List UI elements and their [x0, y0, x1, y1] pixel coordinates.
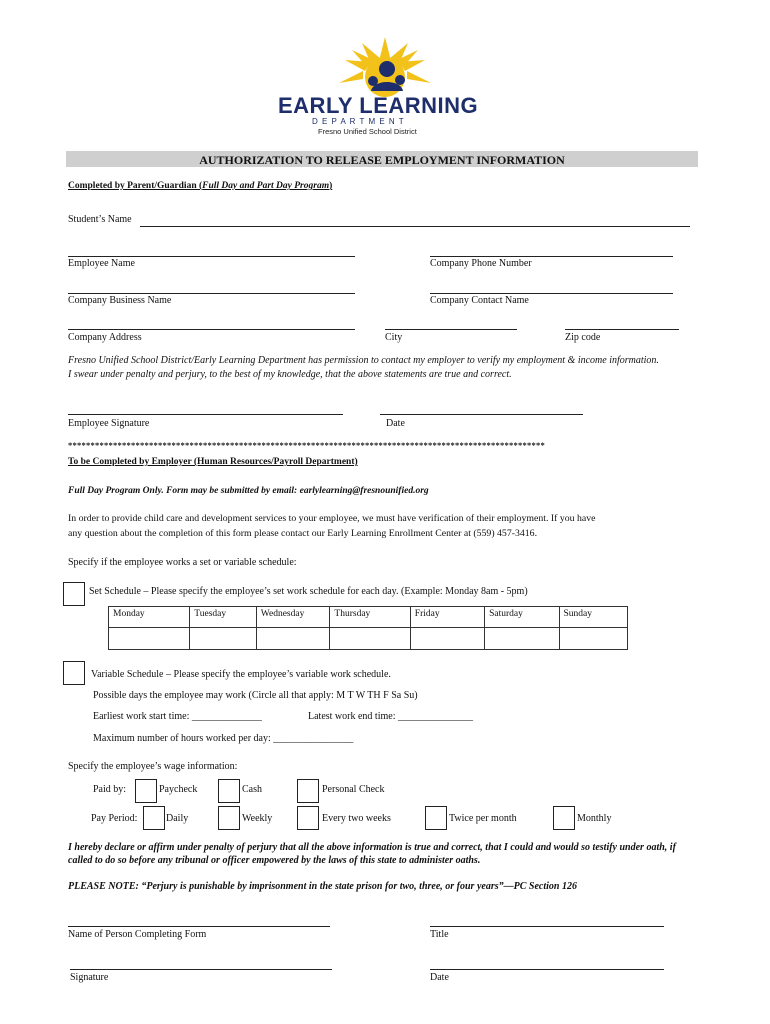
day-header-sunday: Sunday [559, 607, 628, 628]
star-divider: ********************************************************************************************************** [68, 440, 545, 450]
employee-signature-label: Employee Signature [68, 418, 150, 429]
day-header-friday: Friday [410, 607, 484, 628]
set-schedule-label: Set Schedule – Please specify the employee’s set work schedule for each day. (Example: Monday 8am - 5pm) [89, 586, 528, 597]
declaration-text-2: called to do so before any tribunal or officer empowered by the laws of this state to administer oaths. [68, 855, 481, 866]
declaration-text-1: I hereby declare or affirm under penalty of perjury that all the above information is true and correct, that I could and would so testify under oath, if [68, 842, 676, 853]
logo-title: EARLY LEARNING [278, 93, 479, 118]
weekly-checkbox[interactable] [218, 806, 240, 830]
every-two-weeks-label: Every two weeks [322, 813, 391, 824]
possible-days-text: Possible days the employee may work (Circle all that apply: M T W TH F Sa Su) [93, 690, 418, 701]
section1-heading: Completed by Parent/Guardian (Full Day and Part Day Program) [68, 181, 333, 191]
twice-per-month-label: Twice per month [449, 813, 517, 824]
pay-period-label: Pay Period: [91, 813, 138, 824]
company-phone-label: Company Phone Number [430, 258, 532, 269]
set-schedule-checkbox[interactable] [63, 582, 85, 606]
company-business-field[interactable] [68, 293, 355, 294]
zip-label: Zip code [565, 332, 601, 343]
title-label: Title [430, 929, 449, 940]
date-label: Date [386, 418, 405, 429]
date2-field[interactable] [430, 969, 664, 970]
student-name-field[interactable] [140, 226, 690, 227]
paycheck-label: Paycheck [159, 784, 198, 795]
company-address-field[interactable] [68, 329, 355, 330]
employee-signature-field[interactable] [68, 414, 343, 415]
perjury-statement: I swear under penalty and perjury, to the best of my knowledge, that the above statements are true and correct. [68, 369, 512, 380]
day-header-thursday: Thursday [330, 607, 410, 628]
intro-text-2: any question about the completion of this form please contact our Early Learning Enrollment Center at (559) 457-3416. [68, 528, 538, 539]
signature-field[interactable] [70, 969, 332, 970]
table-row [109, 628, 628, 650]
schedule-cell-tuesday[interactable] [190, 628, 257, 650]
daily-checkbox[interactable] [143, 806, 165, 830]
schedule-cell-thursday[interactable] [330, 628, 410, 650]
name-completing-field[interactable] [68, 926, 330, 927]
variable-schedule-label: Variable Schedule – Please specify the employee’s variable work schedule. [91, 669, 391, 680]
earliest-start-text: Earliest work start time: ______________ [93, 711, 262, 722]
company-contact-field[interactable] [430, 293, 673, 294]
company-phone-field[interactable] [430, 256, 673, 257]
logo [270, 35, 500, 135]
every-two-weeks-checkbox[interactable] [297, 806, 319, 830]
employee-name-label: Employee Name [68, 258, 135, 269]
employee-name-field[interactable] [68, 256, 355, 257]
schedule-table [108, 606, 628, 650]
logo-subtitle: D E P A R T M E N T [312, 117, 405, 126]
table-row [109, 607, 628, 628]
section2-heading: To be Completed by Employer (Human Resources/Payroll Department) [68, 457, 358, 467]
schedule-cell-friday[interactable] [410, 628, 484, 650]
specify-wage-text: Specify the employee’s wage information: [68, 761, 238, 772]
company-address-label: Company Address [68, 332, 142, 343]
form-title: AUTHORIZATION TO RELEASE EMPLOYMENT INFORMATION [199, 153, 565, 167]
monthly-label: Monthly [577, 813, 612, 824]
cash-checkbox[interactable] [218, 779, 240, 803]
personal-check-label: Personal Check [322, 784, 385, 795]
please-note: PLEASE NOTE: “Perjury is punishable by imprisonment in the state prison for two, three, or four years”—PC Section 126 [68, 881, 577, 892]
personal-check-checkbox[interactable] [297, 779, 319, 803]
daily-label: Daily [166, 813, 189, 824]
weekly-label: Weekly [242, 813, 273, 824]
student-name-label: Student’s Name [68, 214, 132, 225]
variable-schedule-checkbox[interactable] [63, 661, 85, 685]
intro-text-1: In order to provide child care and development services to your employee, we must have verification of their employment. If you have [68, 513, 596, 524]
zip-field[interactable] [565, 329, 679, 330]
latest-end-text: Latest work end time: _______________ [308, 711, 473, 722]
title-bar [66, 151, 698, 167]
specify-schedule-text: Specify if the employee works a set or variable schedule: [68, 557, 297, 568]
paid-by-label: Paid by: [93, 784, 127, 795]
company-contact-label: Company Contact Name [430, 295, 529, 306]
paycheck-checkbox[interactable] [135, 779, 157, 803]
schedule-cell-sunday[interactable] [559, 628, 628, 650]
day-header-monday: Monday [109, 607, 190, 628]
title-field[interactable] [430, 926, 664, 927]
city-label: City [385, 332, 403, 343]
logo-district: Fresno Unified School District [318, 127, 417, 136]
cash-label: Cash [242, 784, 262, 795]
day-header-tuesday: Tuesday [190, 607, 257, 628]
date-field[interactable] [380, 414, 583, 415]
max-hours-text: Maximum number of hours worked per day: ________________ [93, 733, 354, 744]
twice-per-month-checkbox[interactable] [425, 806, 447, 830]
schedule-cell-saturday[interactable] [485, 628, 559, 650]
day-header-saturday: Saturday [485, 607, 559, 628]
schedule-cell-monday[interactable] [109, 628, 190, 650]
permission-text: Fresno Unified School District/Early Learning Department has permission to contact my employer to verify my employment & income information. [68, 355, 659, 366]
date2-label: Date [430, 972, 449, 983]
email-note: Full Day Program Only. Form may be submitted by email: earlylearning@fresnounified.org [68, 486, 429, 496]
company-business-label: Company Business Name [68, 295, 172, 306]
signature-label: Signature [70, 972, 109, 983]
monthly-checkbox[interactable] [553, 806, 575, 830]
day-header-wednesday: Wednesday [256, 607, 330, 628]
schedule-cell-wednesday[interactable] [256, 628, 330, 650]
city-field[interactable] [385, 329, 517, 330]
name-completing-label: Name of Person Completing Form [68, 929, 207, 940]
